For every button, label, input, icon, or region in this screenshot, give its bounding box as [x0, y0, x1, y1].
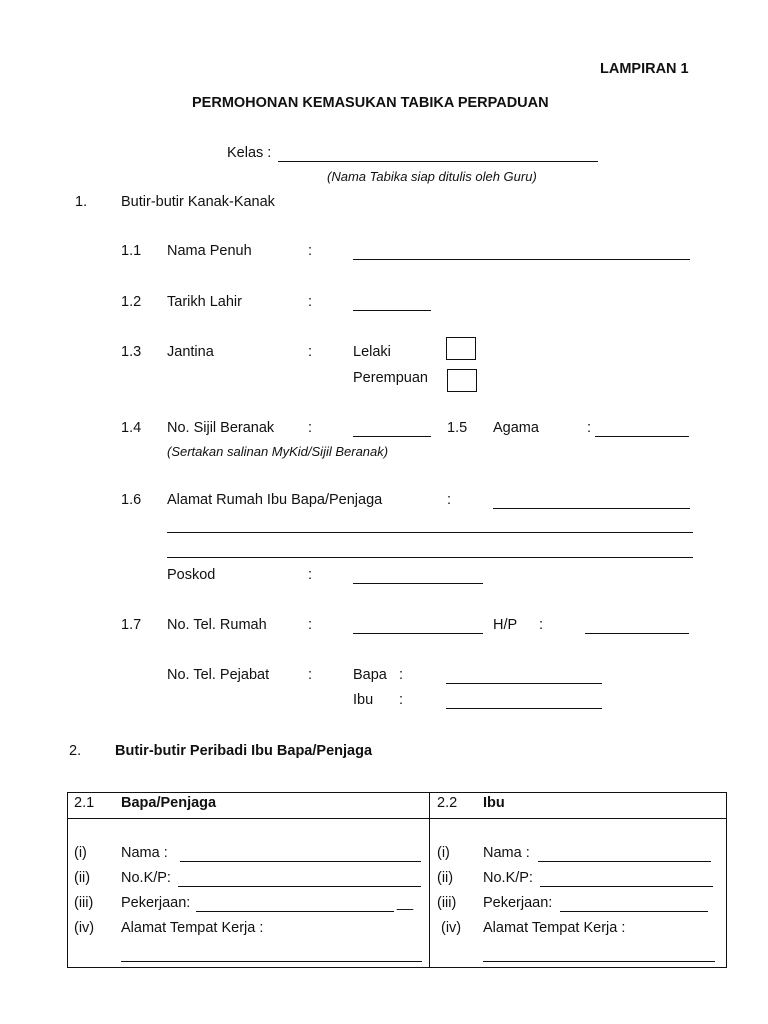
colon: :	[308, 567, 313, 583]
bapa-section-number: 2.1	[74, 795, 95, 811]
item-number: 1.2	[121, 294, 142, 310]
item-number: 1.4	[121, 420, 142, 436]
jantina-label: Jantina	[167, 344, 214, 360]
nama-penuh-input[interactable]	[353, 243, 690, 260]
roman-label: (ii)	[74, 870, 91, 886]
item-number: 1.5	[447, 420, 468, 436]
tel-pejabat-ibu-input[interactable]	[446, 692, 602, 709]
bapa-alamat-kerja-label: Alamat Tempat Kerja :	[121, 920, 264, 936]
hp-input[interactable]	[585, 617, 689, 634]
perempuan-label: Perempuan	[353, 370, 428, 386]
colon: :	[587, 420, 592, 436]
poskod-input[interactable]	[353, 567, 483, 584]
table-divider	[67, 818, 726, 819]
section1-number: 1.	[75, 194, 88, 210]
colon: :	[308, 294, 313, 310]
nama-penuh-label: Nama Penuh	[167, 243, 252, 259]
alamat-rumah-line2[interactable]	[167, 516, 693, 533]
tel-pejabat-bapa-input[interactable]	[446, 667, 602, 684]
ibu-label: Ibu	[353, 692, 374, 708]
item-number: 1.1	[121, 243, 142, 259]
perempuan-checkbox[interactable]	[447, 369, 477, 392]
lelaki-label: Lelaki	[353, 344, 391, 360]
poskod-label: Poskod	[167, 567, 216, 583]
sijil-note: (Sertakan salinan MyKid/Sijil Beranak)	[167, 444, 389, 459]
kelas-label: Kelas :	[227, 145, 272, 161]
ibu-alamat-kerja-label: Alamat Tempat Kerja :	[483, 920, 626, 936]
bapa-nama-input[interactable]	[180, 845, 421, 862]
bapa-kp-label: No.K/P:	[121, 870, 171, 886]
agama-input[interactable]	[595, 420, 689, 437]
agama-label: Agama	[493, 420, 539, 436]
tel-pejabat-label: No. Tel. Pejabat	[167, 667, 270, 683]
item-number: 1.6	[121, 492, 142, 508]
lelaki-checkbox[interactable]	[446, 337, 476, 360]
item-number: 1.7	[121, 617, 142, 633]
roman-label: (i)	[74, 845, 87, 861]
colon: :	[308, 420, 313, 436]
ibu-kp-input[interactable]	[540, 870, 713, 887]
colon: :	[308, 667, 313, 683]
roman-label: (iii)	[437, 895, 457, 911]
ibu-alamat-kerja-input[interactable]	[483, 945, 715, 962]
roman-label: (ii)	[437, 870, 454, 886]
sijil-beranak-input[interactable]	[353, 420, 431, 437]
bapa-alamat-kerja-input[interactable]	[121, 945, 422, 962]
sijil-beranak-label: No. Sijil Beranak	[167, 420, 275, 436]
colon: :	[539, 617, 544, 633]
ibu-section-number: 2.2	[437, 795, 458, 811]
ibu-heading: Ibu	[483, 795, 505, 811]
ibu-nama-input[interactable]	[538, 845, 711, 862]
form-title: PERMOHONAN KEMASUKAN TABIKA PERPADUAN	[192, 95, 549, 111]
kelas-input[interactable]	[278, 145, 598, 162]
colon: :	[308, 344, 313, 360]
roman-label: (iii)	[74, 895, 94, 911]
pekerjaan-tail: __	[397, 895, 414, 911]
colon: :	[308, 617, 313, 633]
roman-label: (iv)	[74, 920, 95, 936]
tel-rumah-label: No. Tel. Rumah	[167, 617, 267, 633]
bapa-nama-label: Nama :	[121, 845, 168, 861]
section2-number: 2.	[69, 743, 82, 759]
bapa-heading: Bapa/Penjaga	[121, 795, 217, 811]
bapa-pekerjaan-label: Pekerjaan:	[121, 895, 191, 911]
table-divider	[429, 792, 430, 967]
bapa-pekerjaan-input[interactable]	[196, 895, 394, 912]
roman-label: (iv)	[441, 920, 462, 936]
bapa-label: Bapa	[353, 667, 387, 683]
tel-rumah-input[interactable]	[353, 617, 483, 634]
colon: :	[399, 667, 404, 683]
lampiran-label: LAMPIRAN 1	[600, 61, 689, 77]
item-number: 1.3	[121, 344, 142, 360]
section2-title: Butir-butir Peribadi Ibu Bapa/Penjaga	[115, 743, 373, 759]
hp-label: H/P	[493, 617, 518, 633]
colon: :	[447, 492, 452, 508]
ibu-pekerjaan-label: Pekerjaan:	[483, 895, 553, 911]
kelas-note: (Nama Tabika siap ditulis oleh Guru)	[327, 169, 537, 184]
ibu-nama-label: Nama :	[483, 845, 530, 861]
section1-title: Butir-butir Kanak-Kanak	[121, 194, 275, 210]
bapa-kp-input[interactable]	[178, 870, 421, 887]
tarikh-lahir-input[interactable]	[353, 294, 431, 311]
ibu-pekerjaan-input[interactable]	[560, 895, 708, 912]
ibu-kp-label: No.K/P:	[483, 870, 533, 886]
roman-label: (i)	[437, 845, 450, 861]
alamat-rumah-line3[interactable]	[167, 541, 693, 558]
alamat-rumah-input[interactable]	[493, 492, 690, 509]
colon: :	[308, 243, 313, 259]
alamat-rumah-label: Alamat Rumah Ibu Bapa/Penjaga	[167, 492, 383, 508]
tarikh-lahir-label: Tarikh Lahir	[167, 294, 242, 310]
colon: :	[399, 692, 404, 708]
